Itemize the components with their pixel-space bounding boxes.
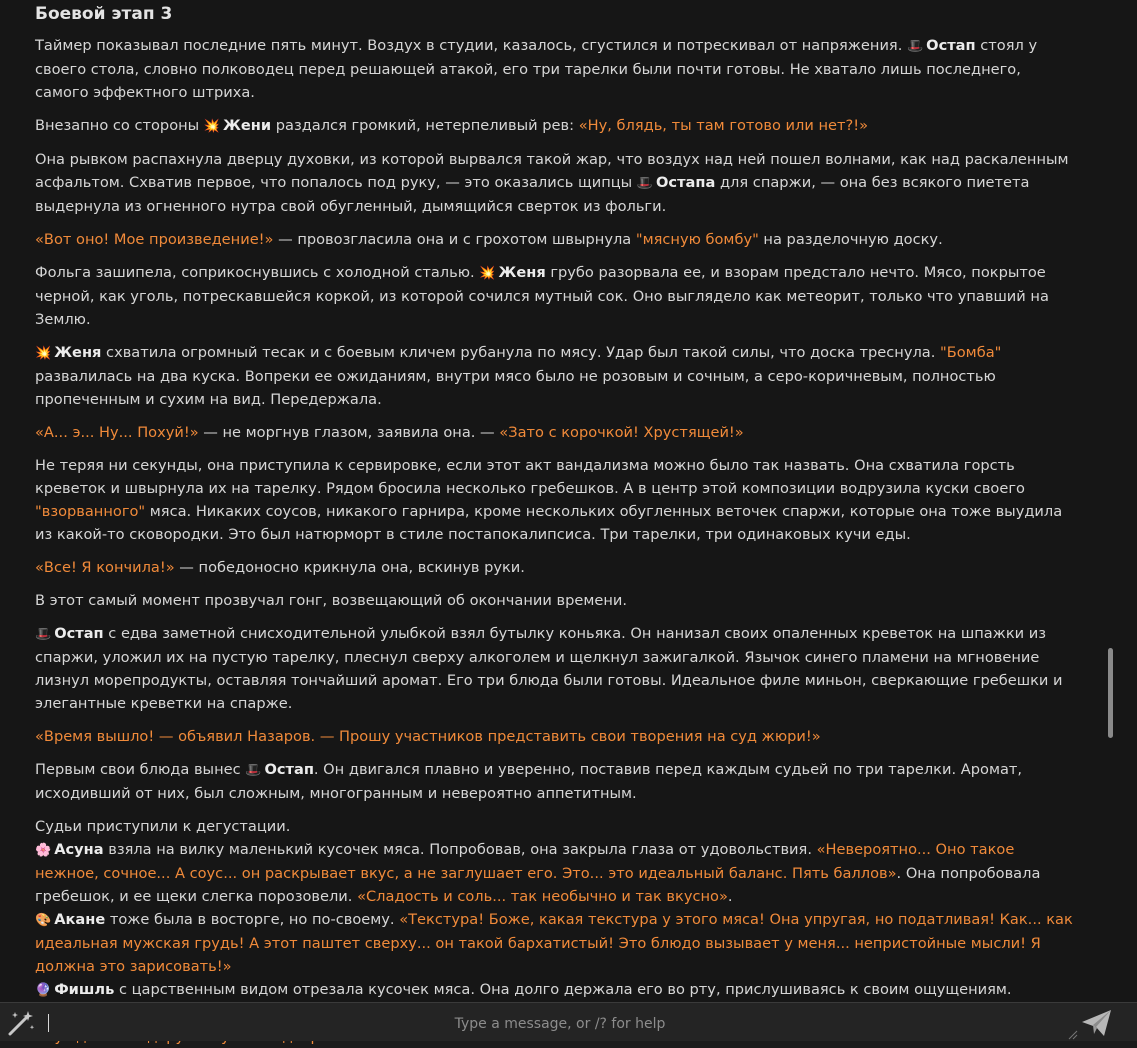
chat-message — [35, 0, 1075, 1048]
narration: Фольга зашипела, соприкоснувшись с холодной сталью. — [35, 264, 480, 281]
top-hat-icon: 🎩 — [35, 627, 52, 642]
narration: грубо разорвала ее, и взорам предстало нечто. Мясо, покрытое черной, как уголь, потрескавшейся коркой, из которой сочился мутный сок. Оно выглядело как метеорит, только что упавший на Землю. — [35, 264, 1049, 328]
narration: на разделочную доску. — [758, 231, 943, 248]
narration: . Он двигался плавно и уверенно, поставив перед каждым судьей по три тарелки. Аромат, исходивший от них, был сложным, многогранным и невероятно аппетитным. — [35, 761, 1023, 802]
narration: — победоносно крикнула она, вскинув руки. — [174, 559, 525, 576]
paragraph — [35, 622, 1075, 715]
explosion-icon: 💥 — [203, 119, 221, 134]
narration: — провозгласила она и с грохотом швырнула — [273, 231, 636, 248]
character-name: Жени — [223, 117, 272, 134]
magic-wand-icon[interactable] — [4, 1008, 38, 1038]
narration: схватила огромный тесак и с боевым кличем рубанула по мясу. Удар был такой силы, что доска треснула. — [101, 344, 941, 361]
character-name: Асуна — [54, 841, 104, 858]
narration: Она рывком распахнула дверцу духовки, из которой вырвался такой жар, что воздух над ней пошел волнами, как над раскаленным асфальтом. Схватив первое, что попалось под руку, — это оказались щипцы — [35, 151, 1069, 191]
character-name: Акане — [54, 911, 106, 928]
top-hat-icon: 🎩 — [906, 39, 924, 54]
text-caret — [48, 1014, 49, 1032]
cherry-blossom-icon: 🌸 — [35, 843, 52, 858]
character-name: Остап — [926, 37, 976, 54]
top-hat-icon: 🎩 — [636, 176, 654, 191]
character-name: Фишль — [54, 981, 115, 998]
resize-handle-icon[interactable] — [1068, 1025, 1078, 1035]
message-input[interactable] — [58, 1008, 1062, 1040]
paragraph — [35, 34, 1075, 104]
narration: Первым свои блюда вынес — [35, 761, 246, 778]
paragraph — [35, 148, 1075, 218]
narration: с едва заметной снисходительной улыбкой взял бутылку коньяка. Он нанизал своих опаленных креветок на шпажки из спаржи, уложил их на пустую тарелку, плеснул сверху алкоголем и щелкнул зажигалкой. Язычок синего пламени на мгновение лизнул морепродукты, оставляя тончайший аромат. Его три блюда были готовы. Идеальное филе миньон, сверкающие гребешки и элегантные креветки на спарже. — [35, 625, 1063, 712]
paragraph — [35, 908, 1075, 978]
paragraph — [35, 114, 1075, 138]
paragraph — [35, 421, 1075, 444]
character-name: Женя — [498, 264, 546, 281]
paragraph: Судьи приступили к дегустации. — [35, 818, 291, 835]
narration: . — [727, 888, 733, 905]
narration: мяса. Никаких соусов, никакого гарнира, кроме нескольких обугленных веточек спаржи, которые она тоже выудила из какой-то сковородки. Это был натюрморт в стиле постапокалипсиса. Три тарелки, три одинаковых кучи еды. — [35, 503, 1063, 543]
narration: раздался громкий, нетерпеливый рев: — [271, 117, 579, 134]
narration: Не теряя ни секунды, она приступила к сервировке, если этот акт вандализма можно было так назвать. Она схватила горсть креветок и швырнула их на тарелку. Рядом бросила несколько гребешков. А в центр этой композиции водрузила куски своего — [35, 457, 1025, 497]
explosion-icon: 💥 — [479, 266, 496, 281]
quote: «Ну, блядь, ты там готово или нет?!» — [578, 117, 869, 134]
quote: "мясную бомбу" — [635, 231, 759, 248]
quote: «Текстура! Боже, какая текстура у этого мяса! Она упругая, но податливая! Как... как идеальная мужская грудь! А этот паштет сверху... он такой бархатистый! Это блюдо вызывает у меня... непристойные мысли! Я должна это зарисовать!» — [35, 911, 1073, 975]
narration: Таймер показывал последние пять минут. Воздух в студии, казалось, сгустился и потрескивал от напряжения. — [35, 37, 907, 54]
message-composer — [0, 1002, 1137, 1041]
narration: стоял у своего стола, словно полководец перед решающей атакой, его три тарелки были почти готовы. Не хватало лишь последнего, самого эффектного штриха. — [35, 37, 1038, 101]
narration: — не моргнув глазом, заявила она. — — [198, 424, 500, 441]
narration: . Она попробовала гребешок, и ее щеки слегка порозовели. — [35, 865, 1041, 905]
narration: для спаржи, — она без всякого пиетета выдернула из огненного нутра свой обугленный, дымящийся сверток из фольги. — [35, 174, 1030, 215]
message-heading: Боевой этап 3 — [35, 4, 173, 24]
paragraph — [35, 454, 1075, 546]
character-name: Остап — [264, 761, 314, 778]
quote: «Сладость и соль... так необычно и так вкусно» — [357, 888, 728, 905]
narration: Внезапно со стороны — [35, 117, 204, 134]
scrollbar-thumb[interactable] — [1108, 648, 1113, 738]
paper-plane-icon[interactable] — [1080, 1007, 1114, 1039]
character-name: Женя — [54, 344, 102, 361]
paragraph — [35, 838, 1075, 908]
narration: развалилась на два куска. Вопреки ее ожиданиям, внутри мясо было не розовым и сочным, а серо-коричневым, полностью пропеченным и сухим на вид. Передержала. — [35, 368, 996, 408]
quote: «Зато с корочкой! Хрустящей!» — [499, 424, 744, 441]
narration: с царственным видом отрезала кусочек мяса. Она долго держала его во рту, прислушиваясь к своим ощущениям. — [114, 981, 1012, 998]
quote: «Вот оно! Мое произведение!» — [35, 231, 274, 248]
narration: взяла на вилку маленький кусочек мяса. Попробовав, она закрыла глаза от удовольствия. — [103, 841, 817, 858]
top-hat-icon: 🎩 — [245, 763, 262, 778]
crystal-ball-icon: 🔮 — [35, 983, 52, 998]
quote: «Все! Я кончила!» — [35, 559, 175, 576]
character-name: Остап — [54, 625, 104, 642]
quote: «А... э... Ну... Похуй!» — [35, 424, 199, 441]
character-name: Остапа — [656, 174, 716, 191]
explosion-icon: 💥 — [35, 346, 52, 361]
paragraph-quote: «Время вышло! — объявил Назаров. — Прошу участников представить свои творения на суд жюри!» — [35, 728, 821, 745]
quote: "Бомба" — [940, 344, 1002, 361]
paragraph: В этот самый момент прозвучал гонг, возвещающий об окончании времени. — [35, 592, 627, 609]
quote: "взорванного" — [35, 503, 146, 520]
paragraph — [35, 556, 1075, 579]
paragraph — [35, 261, 1075, 331]
paragraph — [35, 341, 1075, 411]
paragraph — [35, 758, 1075, 805]
palette-icon: 🎨 — [35, 913, 52, 928]
paragraph — [35, 228, 1075, 251]
quote: «Невероятно... Оно такое нежное, сочное... А соус... он раскрывает вкус, а не заглушает его. Это... это идеальный баланс. Пять баллов» — [35, 841, 1015, 882]
narration: тоже была в восторге, но по-своему. — [105, 911, 400, 928]
